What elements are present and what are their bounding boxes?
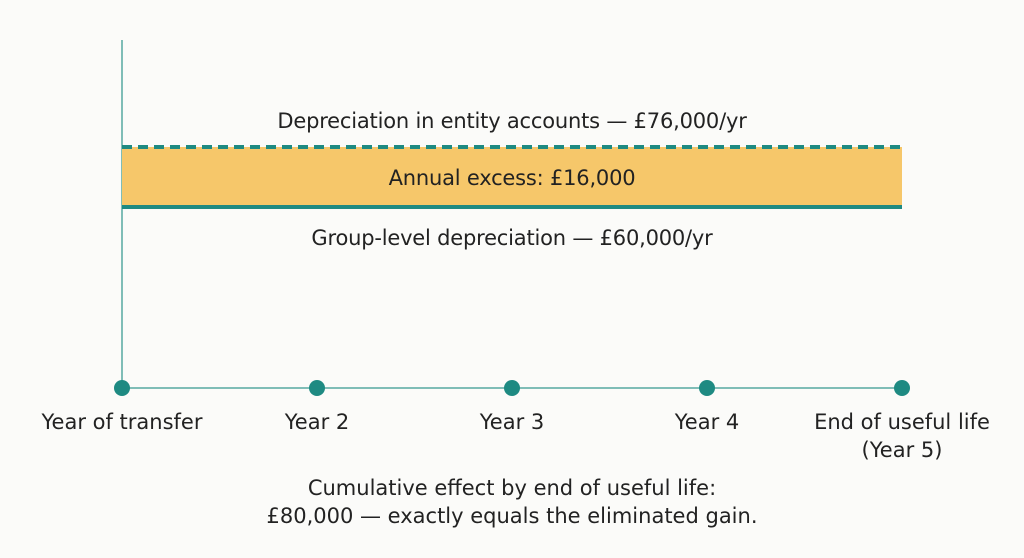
timeline-dot xyxy=(114,380,130,396)
timeline-label xyxy=(675,408,740,436)
cumulative-effect-line-1: Cumulative effect by end of useful life: xyxy=(307,476,717,500)
timeline-label xyxy=(285,408,350,436)
group-depreciation-label: Group-level depreciation — £60,000/yr xyxy=(311,226,713,250)
timeline-label xyxy=(480,408,545,436)
timeline-label xyxy=(814,408,990,464)
timeline-label-line: Year 2 xyxy=(284,410,350,434)
annual-excess-label: Annual excess: £16,000 xyxy=(388,166,636,190)
timeline-label-line: Year of transfer xyxy=(41,410,203,434)
timeline-dot xyxy=(699,380,715,396)
timeline-dot xyxy=(504,380,520,396)
timeline-dot xyxy=(309,380,325,396)
timeline-dot xyxy=(894,380,910,396)
timeline-label-line: End of useful life xyxy=(814,410,990,434)
timeline-label-line: Year 3 xyxy=(479,410,545,434)
cumulative-effect-note xyxy=(266,474,757,530)
timeline-label xyxy=(42,408,203,436)
cumulative-effect-line-2: £80,000 — exactly equals the eliminated gain. xyxy=(266,504,758,528)
entity-depreciation-label: Depreciation in entity accounts — £76,000/yr xyxy=(277,109,747,133)
timeline-label-line: (Year 5) xyxy=(861,438,943,462)
timeline-label-line: Year 4 xyxy=(674,410,740,434)
